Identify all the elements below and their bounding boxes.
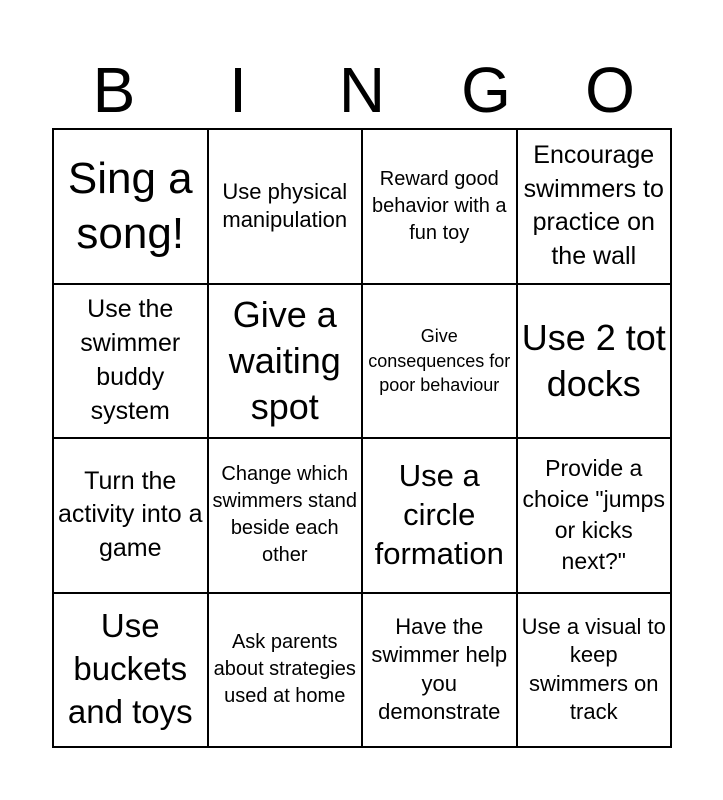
bingo-cell-r1c2[interactable] — [209, 130, 364, 285]
bingo-cell-r4c3[interactable] — [363, 594, 518, 749]
bingo-header — [52, 55, 672, 125]
header-letter-o: O — [585, 54, 635, 126]
header-letter-i: I — [229, 54, 247, 126]
bingo-cell-r3c2[interactable] — [209, 439, 364, 594]
bingo-cell-r2c3[interactable] — [363, 285, 518, 440]
bingo-cell-r2c1[interactable] — [54, 285, 209, 440]
bingo-cell-r3c4[interactable] — [518, 439, 673, 594]
cell-text: Use the swimmer buddy system — [80, 295, 181, 425]
header-letter-g: G — [461, 54, 511, 126]
bingo-cell-r4c2[interactable] — [209, 594, 364, 749]
bingo-cell-r1c1[interactable] — [54, 130, 209, 285]
bingo-cell-r1c3[interactable] — [363, 130, 518, 285]
cell-text: Use 2 tot docks — [521, 316, 666, 404]
cell-text: Use a visual to keep swimmers on track — [521, 613, 666, 725]
cell-text: Use physical manipulation — [222, 178, 348, 233]
bingo-cell-r3c3[interactable] — [363, 439, 518, 594]
cell-text: Use buckets and toys — [67, 607, 193, 731]
cell-text: Have the swimmer help you demonstrate — [371, 613, 508, 725]
cell-text: Sing a song! — [67, 154, 193, 259]
cell-text: Change which swimmers stand beside each other — [212, 463, 357, 567]
cell-text: Ask parents about strategies used at home — [213, 631, 356, 708]
cell-text: Give consequences for poor behaviour — [368, 326, 511, 395]
header-letter-n: N — [338, 54, 386, 126]
cell-text: Give a waiting spot — [228, 293, 341, 427]
cell-text: Turn the activity into a game — [58, 466, 203, 563]
bingo-cell-r4c4[interactable] — [518, 594, 673, 749]
bingo-board — [52, 128, 672, 748]
cell-text: Provide a choice "jumps or kicks next?" — [522, 455, 665, 575]
bingo-cell-r2c2[interactable] — [209, 285, 364, 440]
cell-text: Encourage swimmers to practice on the wall — [523, 140, 664, 270]
bingo-cell-r2c4[interactable] — [518, 285, 673, 440]
cell-text: Use a circle formation — [374, 458, 504, 571]
cell-text: Reward good behavior with a fun toy — [371, 167, 507, 244]
header-letter-b: B — [92, 54, 136, 126]
bingo-cell-r1c4[interactable] — [518, 130, 673, 285]
bingo-cell-r3c1[interactable] — [54, 439, 209, 594]
bingo-cell-r4c1[interactable] — [54, 594, 209, 749]
